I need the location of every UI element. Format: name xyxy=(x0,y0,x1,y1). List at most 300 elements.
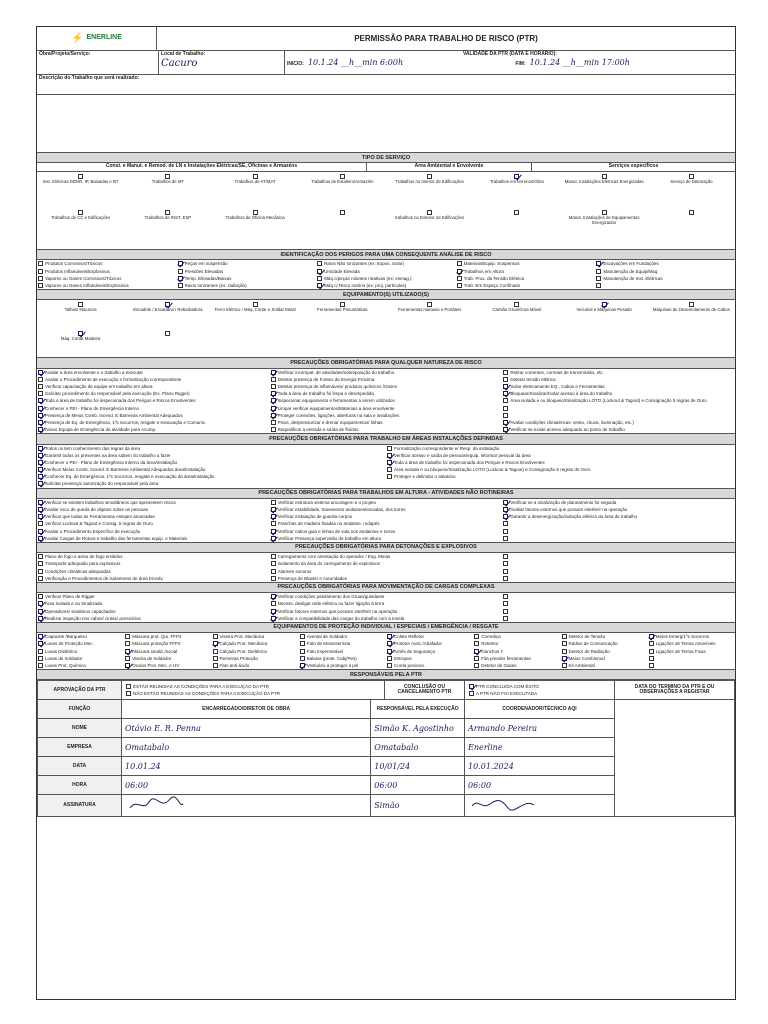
checklist-item[interactable] xyxy=(270,608,503,615)
checkbox[interactable] xyxy=(469,691,474,696)
empresa-coordenador[interactable]: Enerline xyxy=(465,738,615,757)
checklist-item[interactable] xyxy=(37,528,270,535)
checklist-item[interactable] xyxy=(502,369,735,376)
checklist-item[interactable] xyxy=(270,568,503,575)
data-encarregado[interactable]: 10.01.24 xyxy=(122,757,371,776)
checklist-item[interactable] xyxy=(37,662,124,669)
checkbox[interactable] xyxy=(387,656,392,661)
checklist-item[interactable] xyxy=(595,268,735,275)
checkbox[interactable] xyxy=(125,641,130,646)
checklist-item[interactable] xyxy=(37,499,270,506)
checklist-item[interactable] xyxy=(299,655,386,662)
aprov-opt1[interactable]: ESTÃO REUNIDAS AS CONDIÇÕES PARA A EXECUÇÃO DA PTR xyxy=(125,683,381,690)
checklist-item[interactable] xyxy=(386,445,735,452)
conc-opt2[interactable]: A PTR NÃO FOI EXECUTADA xyxy=(468,690,611,697)
checklist-item[interactable] xyxy=(37,275,177,282)
checkbox[interactable] xyxy=(38,601,43,606)
checklist-item[interactable] xyxy=(473,208,560,249)
aprov-opt2[interactable]: NÃO ESTÃO REUNIDAS AS CONDIÇÕES PARA A EXECUÇÃO DA PTR xyxy=(125,690,381,697)
checklist-item[interactable] xyxy=(37,172,124,208)
checklist-item[interactable] xyxy=(386,208,473,249)
checkbox[interactable] xyxy=(649,649,654,654)
checkbox[interactable] xyxy=(474,656,479,661)
checklist-item[interactable] xyxy=(386,662,473,669)
checkbox[interactable] xyxy=(38,500,43,505)
checklist-item[interactable] xyxy=(212,300,299,329)
assinatura-encarregado[interactable] xyxy=(122,795,371,817)
checklist-item[interactable] xyxy=(386,473,735,480)
checkbox[interactable] xyxy=(503,554,508,559)
checkbox[interactable] xyxy=(474,663,479,668)
checkbox[interactable] xyxy=(596,276,601,281)
checklist-item[interactable] xyxy=(37,412,270,419)
checklist-item[interactable] xyxy=(473,640,560,647)
checklist-item[interactable] xyxy=(270,369,503,376)
checklist-item[interactable] xyxy=(502,615,735,622)
checkbox[interactable] xyxy=(38,641,43,646)
checkbox[interactable] xyxy=(596,269,601,274)
checklist-item[interactable] xyxy=(386,648,473,655)
checklist-item[interactable] xyxy=(316,260,456,267)
checkbox[interactable] xyxy=(271,413,276,418)
checkbox[interactable] xyxy=(78,331,83,336)
checkbox[interactable] xyxy=(317,261,322,266)
checklist-item[interactable] xyxy=(561,662,648,669)
checkbox[interactable] xyxy=(300,663,305,668)
checklist-item[interactable] xyxy=(37,390,270,397)
checklist-item[interactable] xyxy=(595,282,735,289)
checkbox[interactable] xyxy=(503,391,508,396)
checkbox[interactable] xyxy=(317,269,322,274)
checklist-item[interactable] xyxy=(502,520,735,527)
checkbox[interactable] xyxy=(38,514,43,519)
checkbox[interactable] xyxy=(38,481,43,486)
checkbox[interactable] xyxy=(178,276,183,281)
checkbox[interactable] xyxy=(213,649,218,654)
checkbox[interactable] xyxy=(503,529,508,534)
checkbox[interactable] xyxy=(271,398,276,403)
checkbox[interactable] xyxy=(562,656,567,661)
checklist-item[interactable] xyxy=(473,662,560,669)
checkbox[interactable] xyxy=(38,398,43,403)
termo-area[interactable] xyxy=(615,700,735,817)
checkbox[interactable] xyxy=(271,609,276,614)
checklist-item[interactable] xyxy=(37,648,124,655)
checklist-item[interactable] xyxy=(502,600,735,607)
checklist-item[interactable] xyxy=(561,640,648,647)
checkbox[interactable] xyxy=(649,656,654,661)
checkbox[interactable] xyxy=(38,554,43,559)
checklist-item[interactable] xyxy=(177,275,317,282)
checkbox[interactable] xyxy=(503,377,508,382)
checkbox[interactable] xyxy=(503,413,508,418)
checklist-item[interactable] xyxy=(270,553,503,560)
checklist-item[interactable] xyxy=(502,397,735,404)
data-responsavel[interactable]: 10/01/24 xyxy=(371,757,465,776)
checklist-item[interactable] xyxy=(270,383,503,390)
checkbox[interactable] xyxy=(38,663,43,668)
checklist-item[interactable] xyxy=(502,560,735,567)
checkbox[interactable] xyxy=(503,536,508,541)
checklist-item[interactable] xyxy=(561,655,648,662)
checklist-item[interactable] xyxy=(502,535,735,542)
checkbox[interactable] xyxy=(503,569,508,574)
checklist-item[interactable] xyxy=(473,633,560,640)
checkbox[interactable] xyxy=(457,261,462,266)
checklist-item[interactable] xyxy=(37,600,270,607)
checkbox[interactable] xyxy=(503,406,508,411)
checkbox[interactable] xyxy=(38,420,43,425)
checklist-item[interactable] xyxy=(212,648,299,655)
checklist-item[interactable] xyxy=(124,648,211,655)
checkbox[interactable] xyxy=(38,283,43,288)
checkbox[interactable] xyxy=(165,302,170,307)
checklist-item[interactable] xyxy=(37,329,124,358)
checkbox[interactable] xyxy=(503,514,508,519)
checkbox[interactable] xyxy=(126,684,131,689)
checkbox[interactable] xyxy=(125,649,130,654)
checkbox[interactable] xyxy=(503,594,508,599)
checklist-item[interactable] xyxy=(561,300,648,329)
checklist-item[interactable] xyxy=(37,300,124,329)
checkbox[interactable] xyxy=(271,406,276,411)
checklist-item[interactable] xyxy=(502,426,735,433)
checklist-item[interactable] xyxy=(595,260,735,267)
checkbox[interactable] xyxy=(271,554,276,559)
checkbox[interactable] xyxy=(38,406,43,411)
checkbox[interactable] xyxy=(596,261,601,266)
checkbox[interactable] xyxy=(503,500,508,505)
checklist-item[interactable] xyxy=(561,172,648,208)
checkbox[interactable] xyxy=(387,474,392,479)
data-coordenador[interactable]: 10.01.2024 xyxy=(465,757,615,776)
checklist-item[interactable] xyxy=(37,568,270,575)
checkbox[interactable] xyxy=(474,641,479,646)
local-field[interactable]: Local de Trabalho: Cacuro xyxy=(159,51,285,74)
checklist-item[interactable] xyxy=(37,640,124,647)
checkbox[interactable] xyxy=(596,283,601,288)
nome-encarregado[interactable]: Otávio E. R. Penna xyxy=(122,719,371,738)
checklist-item[interactable] xyxy=(270,528,503,535)
checklist-item[interactable] xyxy=(648,300,735,329)
checklist-item[interactable] xyxy=(473,172,560,208)
checkbox[interactable] xyxy=(271,521,276,526)
checklist-item[interactable] xyxy=(299,172,386,208)
checklist-item[interactable] xyxy=(124,172,211,208)
checkbox[interactable] xyxy=(514,210,519,215)
checklist-item[interactable] xyxy=(37,506,270,513)
checkbox[interactable] xyxy=(125,634,130,639)
checklist-item[interactable] xyxy=(124,662,211,669)
checkbox[interactable] xyxy=(213,634,218,639)
checkbox[interactable] xyxy=(503,576,508,581)
checklist-item[interactable] xyxy=(270,513,503,520)
checkbox[interactable] xyxy=(38,413,43,418)
checklist-item[interactable] xyxy=(473,300,560,329)
checkbox[interactable] xyxy=(562,634,567,639)
hora-encarregado[interactable]: 06:00 xyxy=(122,776,371,795)
checkbox[interactable] xyxy=(387,663,392,668)
checklist-item[interactable] xyxy=(502,419,735,426)
checklist-item[interactable] xyxy=(299,648,386,655)
checklist-item[interactable] xyxy=(270,426,503,433)
checkbox[interactable] xyxy=(271,536,276,541)
checkbox[interactable] xyxy=(387,453,392,458)
checkbox[interactable] xyxy=(165,331,170,336)
checkbox[interactable] xyxy=(300,656,305,661)
checklist-item[interactable] xyxy=(502,568,735,575)
checklist-item[interactable] xyxy=(212,208,299,249)
checkbox[interactable] xyxy=(38,656,43,661)
checklist-item[interactable] xyxy=(270,397,503,404)
checklist-item[interactable] xyxy=(37,560,270,567)
checklist-item[interactable] xyxy=(37,535,270,542)
checklist-item[interactable] xyxy=(648,655,735,662)
checklist-item[interactable] xyxy=(502,513,735,520)
conc-opt1[interactable]: PTR CONCLUÍDA COM ÊXITO xyxy=(468,683,611,690)
checklist-item[interactable] xyxy=(270,390,503,397)
checklist-item[interactable] xyxy=(270,575,503,582)
checklist-item[interactable] xyxy=(595,275,735,282)
checkbox[interactable] xyxy=(387,460,392,465)
checklist-item[interactable] xyxy=(502,405,735,412)
checkbox[interactable] xyxy=(38,427,43,432)
checkbox[interactable] xyxy=(271,384,276,389)
checkbox[interactable] xyxy=(38,616,43,621)
checkbox[interactable] xyxy=(38,521,43,526)
checklist-item[interactable] xyxy=(502,553,735,560)
checkbox[interactable] xyxy=(387,446,392,451)
checklist-item[interactable] xyxy=(37,268,177,275)
checklist-item[interactable] xyxy=(299,300,386,329)
checkbox[interactable] xyxy=(125,663,130,668)
checkbox[interactable] xyxy=(213,641,218,646)
checklist-item[interactable] xyxy=(37,466,386,473)
checklist-item[interactable] xyxy=(124,633,211,640)
checklist-item[interactable] xyxy=(561,633,648,640)
checklist-item[interactable] xyxy=(37,282,177,289)
checklist-item[interactable] xyxy=(270,376,503,383)
checklist-item[interactable] xyxy=(177,282,317,289)
checkbox[interactable] xyxy=(457,269,462,274)
checklist-item[interactable] xyxy=(212,655,299,662)
checkbox[interactable] xyxy=(271,507,276,512)
checklist-item[interactable] xyxy=(270,499,503,506)
checkbox[interactable] xyxy=(126,691,131,696)
checkbox[interactable] xyxy=(317,276,322,281)
checklist-item[interactable] xyxy=(386,640,473,647)
checkbox[interactable] xyxy=(387,641,392,646)
checklist-item[interactable] xyxy=(502,593,735,600)
checklist-item[interactable] xyxy=(456,268,596,275)
checklist-item[interactable] xyxy=(37,473,386,480)
checkbox[interactable] xyxy=(602,302,607,307)
descricao-area[interactable] xyxy=(37,95,735,153)
checkbox[interactable] xyxy=(387,467,392,472)
checkbox[interactable] xyxy=(503,616,508,621)
checklist-item[interactable] xyxy=(648,662,735,669)
checkbox[interactable] xyxy=(38,446,43,451)
checkbox[interactable] xyxy=(503,370,508,375)
checklist-item[interactable] xyxy=(37,553,270,560)
checkbox[interactable] xyxy=(387,649,392,654)
checkbox[interactable] xyxy=(503,561,508,566)
checkbox[interactable] xyxy=(340,210,345,215)
checkbox[interactable] xyxy=(457,283,462,288)
checklist-item[interactable] xyxy=(124,300,211,329)
checklist-item[interactable] xyxy=(37,513,270,520)
checkbox[interactable] xyxy=(38,536,43,541)
checkbox[interactable] xyxy=(503,427,508,432)
assinatura-coordenador[interactable] xyxy=(465,795,615,817)
checkbox[interactable] xyxy=(503,507,508,512)
checklist-item[interactable] xyxy=(37,655,124,662)
checklist-item[interactable] xyxy=(212,633,299,640)
checklist-item[interactable] xyxy=(648,648,735,655)
checklist-item[interactable] xyxy=(124,208,211,249)
checkbox[interactable] xyxy=(38,453,43,458)
checklist-item[interactable] xyxy=(37,208,124,249)
checkbox[interactable] xyxy=(38,261,43,266)
checklist-item[interactable] xyxy=(124,329,211,358)
checklist-item[interactable] xyxy=(212,640,299,647)
checklist-item[interactable] xyxy=(456,260,596,267)
checklist-item[interactable] xyxy=(37,459,386,466)
checkbox[interactable] xyxy=(562,641,567,646)
checklist-item[interactable] xyxy=(37,633,124,640)
checklist-item[interactable] xyxy=(648,172,735,208)
checklist-item[interactable] xyxy=(37,369,270,376)
checklist-item[interactable] xyxy=(177,260,317,267)
checklist-item[interactable] xyxy=(37,405,270,412)
checklist-item[interactable] xyxy=(502,608,735,615)
checkbox[interactable] xyxy=(562,649,567,654)
checkbox[interactable] xyxy=(271,420,276,425)
checklist-item[interactable] xyxy=(502,528,735,535)
checklist-item[interactable] xyxy=(386,655,473,662)
checklist-item[interactable] xyxy=(502,499,735,506)
checklist-item[interactable] xyxy=(299,662,386,669)
checklist-item[interactable] xyxy=(37,593,270,600)
checklist-item[interactable] xyxy=(124,655,211,662)
checklist-item[interactable] xyxy=(561,208,648,249)
checklist-item[interactable] xyxy=(270,520,503,527)
checklist-item[interactable] xyxy=(502,506,735,513)
checklist-item[interactable] xyxy=(212,172,299,208)
checkbox[interactable] xyxy=(38,460,43,465)
checklist-item[interactable] xyxy=(37,260,177,267)
checkbox[interactable] xyxy=(38,269,43,274)
checklist-item[interactable] xyxy=(37,426,270,433)
checklist-item[interactable] xyxy=(37,419,270,426)
checkbox[interactable] xyxy=(271,616,276,621)
checklist-item[interactable] xyxy=(299,640,386,647)
checklist-item[interactable] xyxy=(270,600,503,607)
checkbox[interactable] xyxy=(38,609,43,614)
checkbox[interactable] xyxy=(300,649,305,654)
obra-field[interactable]: Obra/Projeto/Serviço: xyxy=(37,51,159,74)
checklist-item[interactable] xyxy=(502,412,735,419)
checklist-item[interactable] xyxy=(299,208,386,249)
checkbox[interactable] xyxy=(300,641,305,646)
checklist-item[interactable] xyxy=(502,376,735,383)
checklist-item[interactable] xyxy=(270,560,503,567)
checkbox[interactable] xyxy=(271,500,276,505)
checklist-item[interactable] xyxy=(316,275,456,282)
checkbox[interactable] xyxy=(38,370,43,375)
checklist-item[interactable] xyxy=(502,575,735,582)
checkbox[interactable] xyxy=(38,561,43,566)
checklist-item[interactable] xyxy=(37,383,270,390)
checklist-item[interactable] xyxy=(37,445,386,452)
checkbox[interactable] xyxy=(457,276,462,281)
checklist-item[interactable] xyxy=(37,615,270,622)
checklist-item[interactable] xyxy=(270,593,503,600)
checkbox[interactable] xyxy=(474,634,479,639)
checkbox[interactable] xyxy=(38,569,43,574)
checklist-item[interactable] xyxy=(456,282,596,289)
checkbox[interactable] xyxy=(271,427,276,432)
checklist-item[interactable] xyxy=(502,390,735,397)
checklist-item[interactable] xyxy=(299,633,386,640)
validade-field[interactable]: VALIDADE DA PTR (DATA E HORÁRIO): INICIO: 10.1.24 __h__min 6:00h FIM: 10.1.24 __h__min 17:00h xyxy=(285,51,735,74)
checkbox[interactable] xyxy=(649,641,654,646)
checklist-item[interactable] xyxy=(648,640,735,647)
checkbox[interactable] xyxy=(271,514,276,519)
checklist-item[interactable] xyxy=(561,648,648,655)
checkbox[interactable] xyxy=(125,656,130,661)
checklist-item[interactable] xyxy=(502,383,735,390)
checklist-item[interactable] xyxy=(386,172,473,208)
nome-responsavel[interactable]: Simão K. Agostinho xyxy=(371,719,465,738)
checkbox[interactable] xyxy=(317,283,322,288)
checkbox[interactable] xyxy=(271,594,276,599)
checklist-item[interactable] xyxy=(473,655,560,662)
checklist-item[interactable] xyxy=(270,419,503,426)
checkbox[interactable] xyxy=(300,634,305,639)
checkbox[interactable] xyxy=(38,377,43,382)
checkbox[interactable] xyxy=(271,569,276,574)
checkbox[interactable] xyxy=(562,663,567,668)
checkbox[interactable] xyxy=(503,398,508,403)
checklist-item[interactable] xyxy=(124,640,211,647)
checklist-item[interactable] xyxy=(177,268,317,275)
checklist-item[interactable] xyxy=(648,208,735,249)
checklist-item[interactable] xyxy=(37,480,386,487)
checkbox[interactable] xyxy=(178,269,183,274)
checkbox[interactable] xyxy=(271,370,276,375)
checkbox[interactable] xyxy=(474,649,479,654)
empresa-encarregado[interactable]: Omatabalo xyxy=(122,738,371,757)
checkbox[interactable] xyxy=(503,384,508,389)
checkbox[interactable] xyxy=(271,377,276,382)
checklist-item[interactable] xyxy=(270,535,503,542)
checkbox[interactable] xyxy=(38,276,43,281)
nome-coordenador[interactable]: Armando Pereira xyxy=(465,719,615,738)
checkbox[interactable] xyxy=(503,609,508,614)
checkbox[interactable] xyxy=(271,529,276,534)
checklist-item[interactable] xyxy=(37,575,270,582)
checkbox[interactable] xyxy=(213,663,218,668)
checkbox[interactable] xyxy=(38,384,43,389)
checklist-item[interactable] xyxy=(386,452,735,459)
checklist-item[interactable] xyxy=(37,520,270,527)
checklist-item[interactable] xyxy=(648,633,735,640)
checkbox[interactable] xyxy=(38,529,43,534)
checklist-item[interactable] xyxy=(386,466,735,473)
checkbox[interactable] xyxy=(38,649,43,654)
checklist-item[interactable] xyxy=(316,268,456,275)
